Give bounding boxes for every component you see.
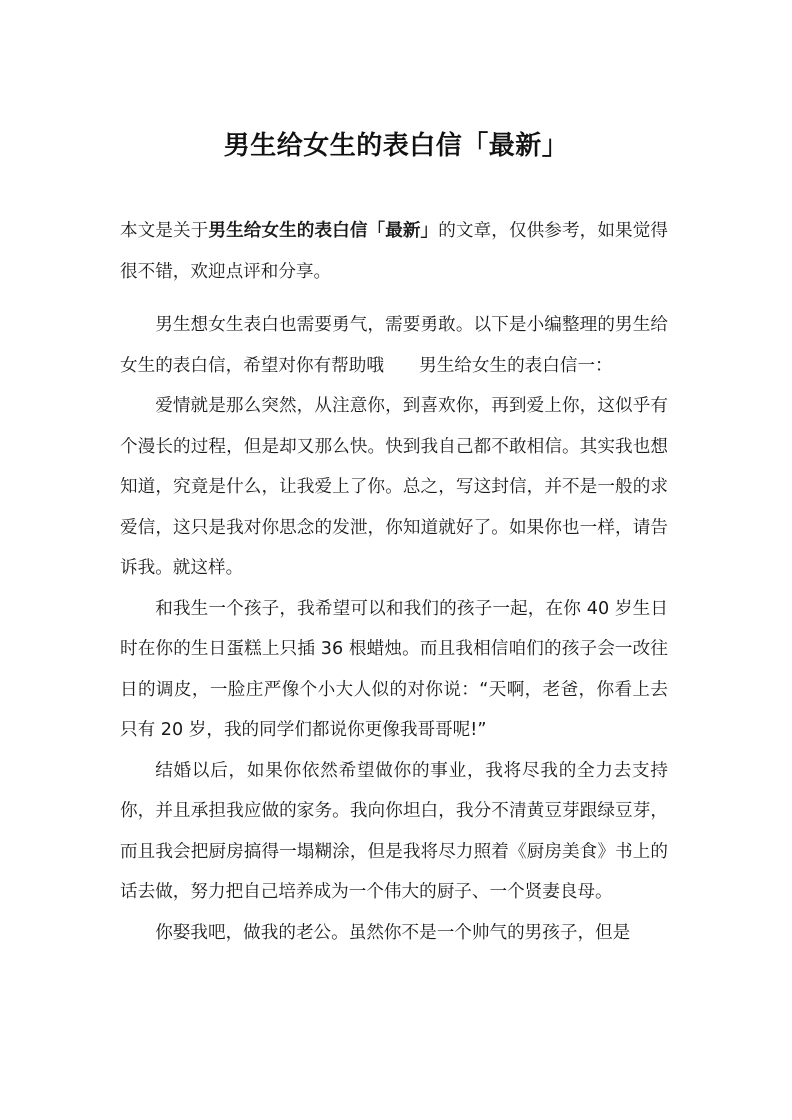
document-body: [120, 211, 668, 953]
letter-heading-1: 男生给女生的表白信一：: [419, 355, 613, 376]
paragraph-1-text: 男生想女生表白也需要勇气，需要勇敢。以下是小编整理的男生给女生的表白信，希望对你有帮助哦: [120, 315, 668, 376]
paragraph-5: 你娶我吧，做我的老公。虽然你不是一个帅气的男孩子，但是: [155, 922, 631, 943]
document-title: 男生给女生的表白信「最新」: [223, 131, 569, 162]
intro-bold-title: 男生给女生的表白信「最新」: [208, 221, 439, 241]
paragraph-1: [120, 305, 668, 386]
intro-prefix: 本文是关于: [120, 221, 209, 241]
paragraph-4: 结婚以后，如果你依然希望做你的事业，我将尽我的全力去支持你，并且承担我应做的家务。我向你坦白，我分不清黄豆芽跟绿豆芽，而且我会把厨房搞得一塌糊涂，但是我将尽力照着《厨房美食》书上的话去做，努力把自己培养成为一个伟大的厨子、一个贤妻良母。: [120, 760, 668, 902]
paragraph-2: 爱情就是那么突然，从注意你，到喜欢你，再到爱上你，这似乎有个漫长的过程，但是却又那么快。快到我自己都不敢相信。其实我也想知道，究竟是什么，让我爱上了你。总之，写这封信，并不是一般的求爱信，这只是我对你思念的发泄，你知道就好了。如果你也一样，请告诉我。就这样。: [120, 396, 668, 578]
intro-paragraph: [120, 211, 668, 292]
paragraph-3: 和我生一个孩子，我希望可以和我们的孩子一起，在你 40 岁生日时在你的生日蛋糕上只插 36 根蜡烛。而且我相信咱们的孩子会一改往日的调皮，一脸庄严像个小大人似的对你说：“天啊，老爸，你看上去只有 20 岁，我的同学们都说你更像我哥哥呢!”: [120, 598, 668, 740]
intro-suffix: 的文章，仅供参考，如果觉得很不错，欢迎点评和分享。: [120, 221, 668, 282]
